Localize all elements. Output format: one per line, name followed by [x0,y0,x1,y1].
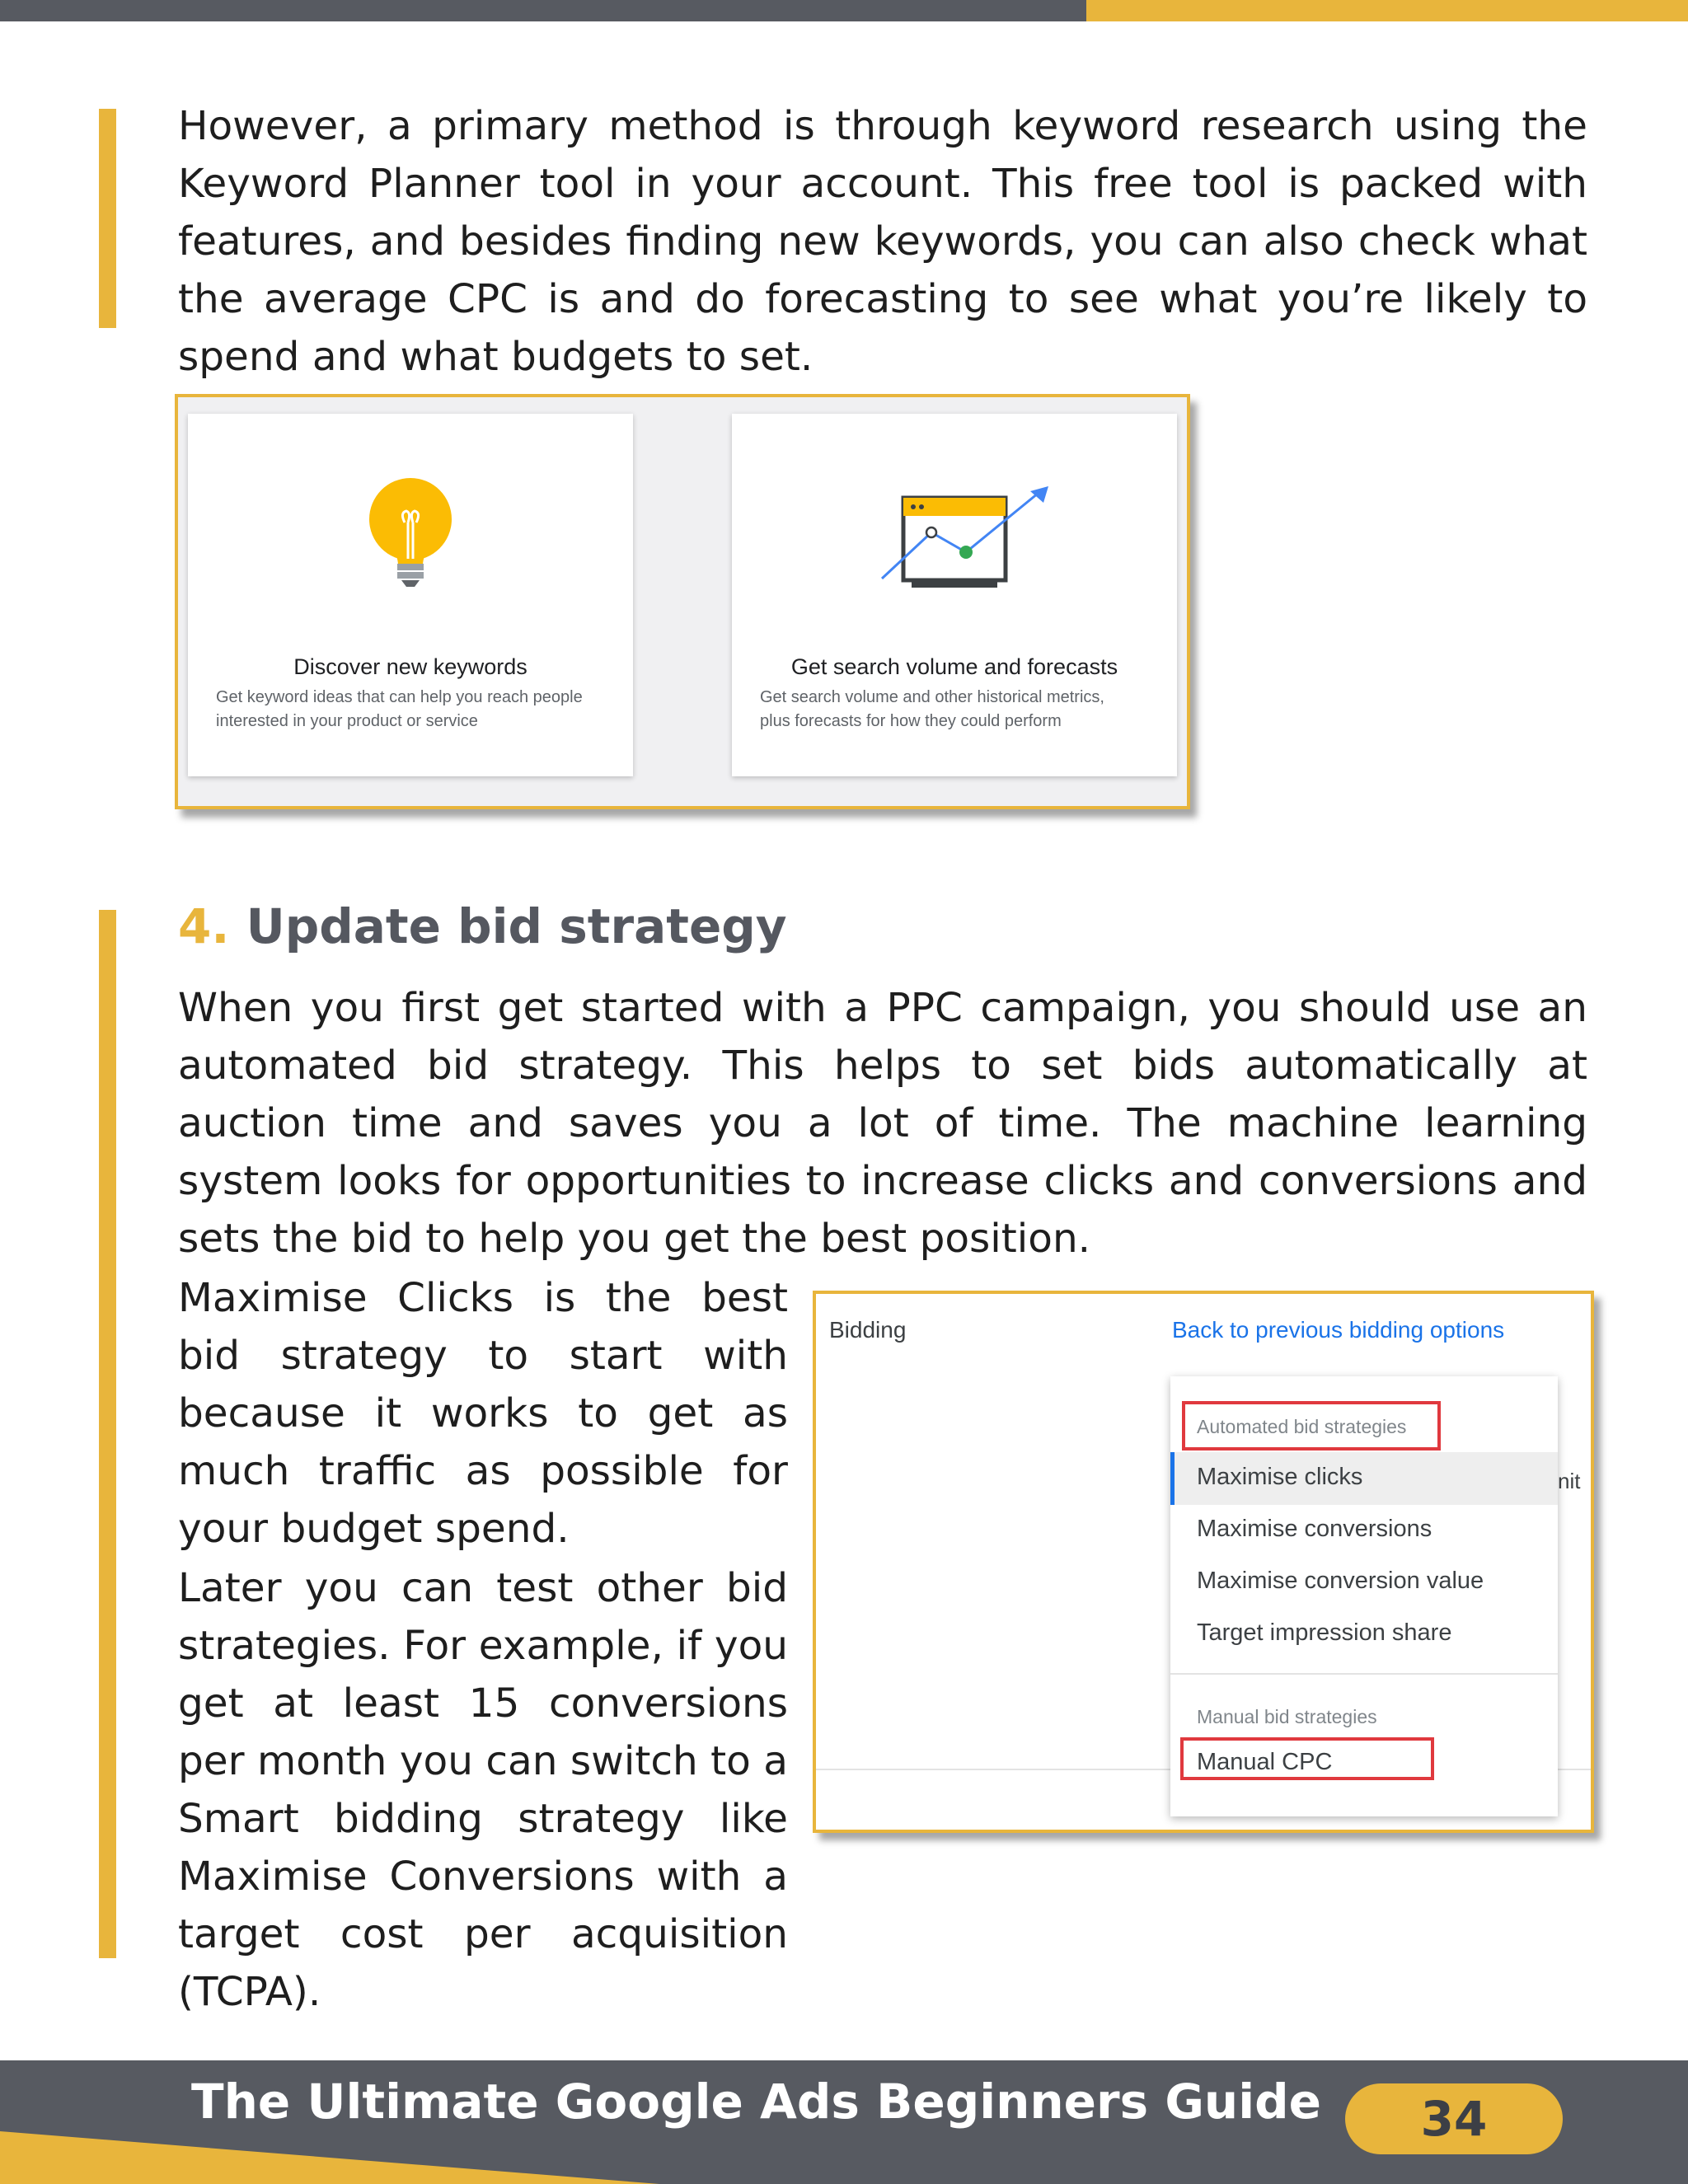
section-accent-bar [99,910,116,1958]
top-bar-gold [1086,0,1688,21]
section-title: Update bid strategy [246,898,787,954]
bidding-options-screenshot [813,1291,1594,1833]
discover-keywords-card [188,414,633,776]
forecast-chart-icon [874,486,1055,592]
menu-item-target-impression-share[interactable]: Target impression share [1197,1619,1452,1646]
page-number-badge: 34 [1345,2083,1563,2154]
section-paragraph: When you first get started with a PPC campaign, you should use an automated bid strategy. This helps to set bids automatically at auction time and saves you a lot of time. The machine learning system looks for opportunities to increase clicks and conversions and sets the bid to help you get the best position. [178,985,1587,1262]
card-description: Get keyword ideas that can help you reach people interested in your product or service [216,688,583,730]
automated-header-highlight-box [1182,1401,1441,1451]
footer-title: The Ultimate Google Ads Beginners Guide [191,2074,1321,2130]
bid-strategy-menu [1170,1376,1558,1816]
later-strategies-paragraph: Later you can test other bid strategies. For example, if you get at least 15 conversions per month you can switch to a Smart bidding strategy like Maximise Conversions with a target cost per acquisition (TCPA). [178,1565,788,2015]
top-bar-dark [0,0,1086,21]
menu-item-maximise-conversions[interactable]: Maximise conversions [1197,1516,1432,1542]
menu-item-manual-cpc[interactable]: Manual CPC [1197,1749,1333,1775]
section-number: 4. [178,898,230,954]
automated-bid-strategies-header: Automated bid strategies [1197,1416,1407,1437]
partial-text: nit [1558,1469,1581,1493]
manual-cpc-highlight-box [1180,1737,1434,1780]
footer [0,2060,1688,2184]
menu-item-maximise-clicks[interactable]: Maximise clicks [1197,1464,1363,1490]
menu-divider [1170,1673,1558,1675]
bidding-label: Bidding [829,1317,907,1343]
intro-paragraph: However, a primary method is through keyword research using the Keyword Planner tool in your account. This free tool is packed with features, and besides finding new keywords, you can also check what the average CPC is and do forecasting to see what you’re likely to spend and what budgets to set. [178,103,1587,380]
back-to-bidding-options-link[interactable]: Back to previous bidding options [1172,1317,1505,1343]
section-heading [178,898,787,954]
card-description: Get search volume and other historical metrics, plus forecasts for how they could perform [760,688,1104,730]
card-title: Get search volume and forecasts [790,654,1118,679]
menu-item-maximise-conversion-value[interactable]: Maximise conversion value [1197,1568,1484,1594]
manual-bid-strategies-header: Manual bid strategies [1197,1706,1377,1727]
search-volume-card [732,414,1177,776]
card-title: Discover new keywords [293,654,528,679]
intro-accent-bar [99,109,116,328]
maximise-clicks-paragraph: Maximise Clicks is the best bid strategy to start with because it works to get as much traffic as possible for your budget spend. [178,1275,788,1552]
keyword-planner-screenshot [175,394,1190,809]
lightbulb-icon [365,476,456,592]
